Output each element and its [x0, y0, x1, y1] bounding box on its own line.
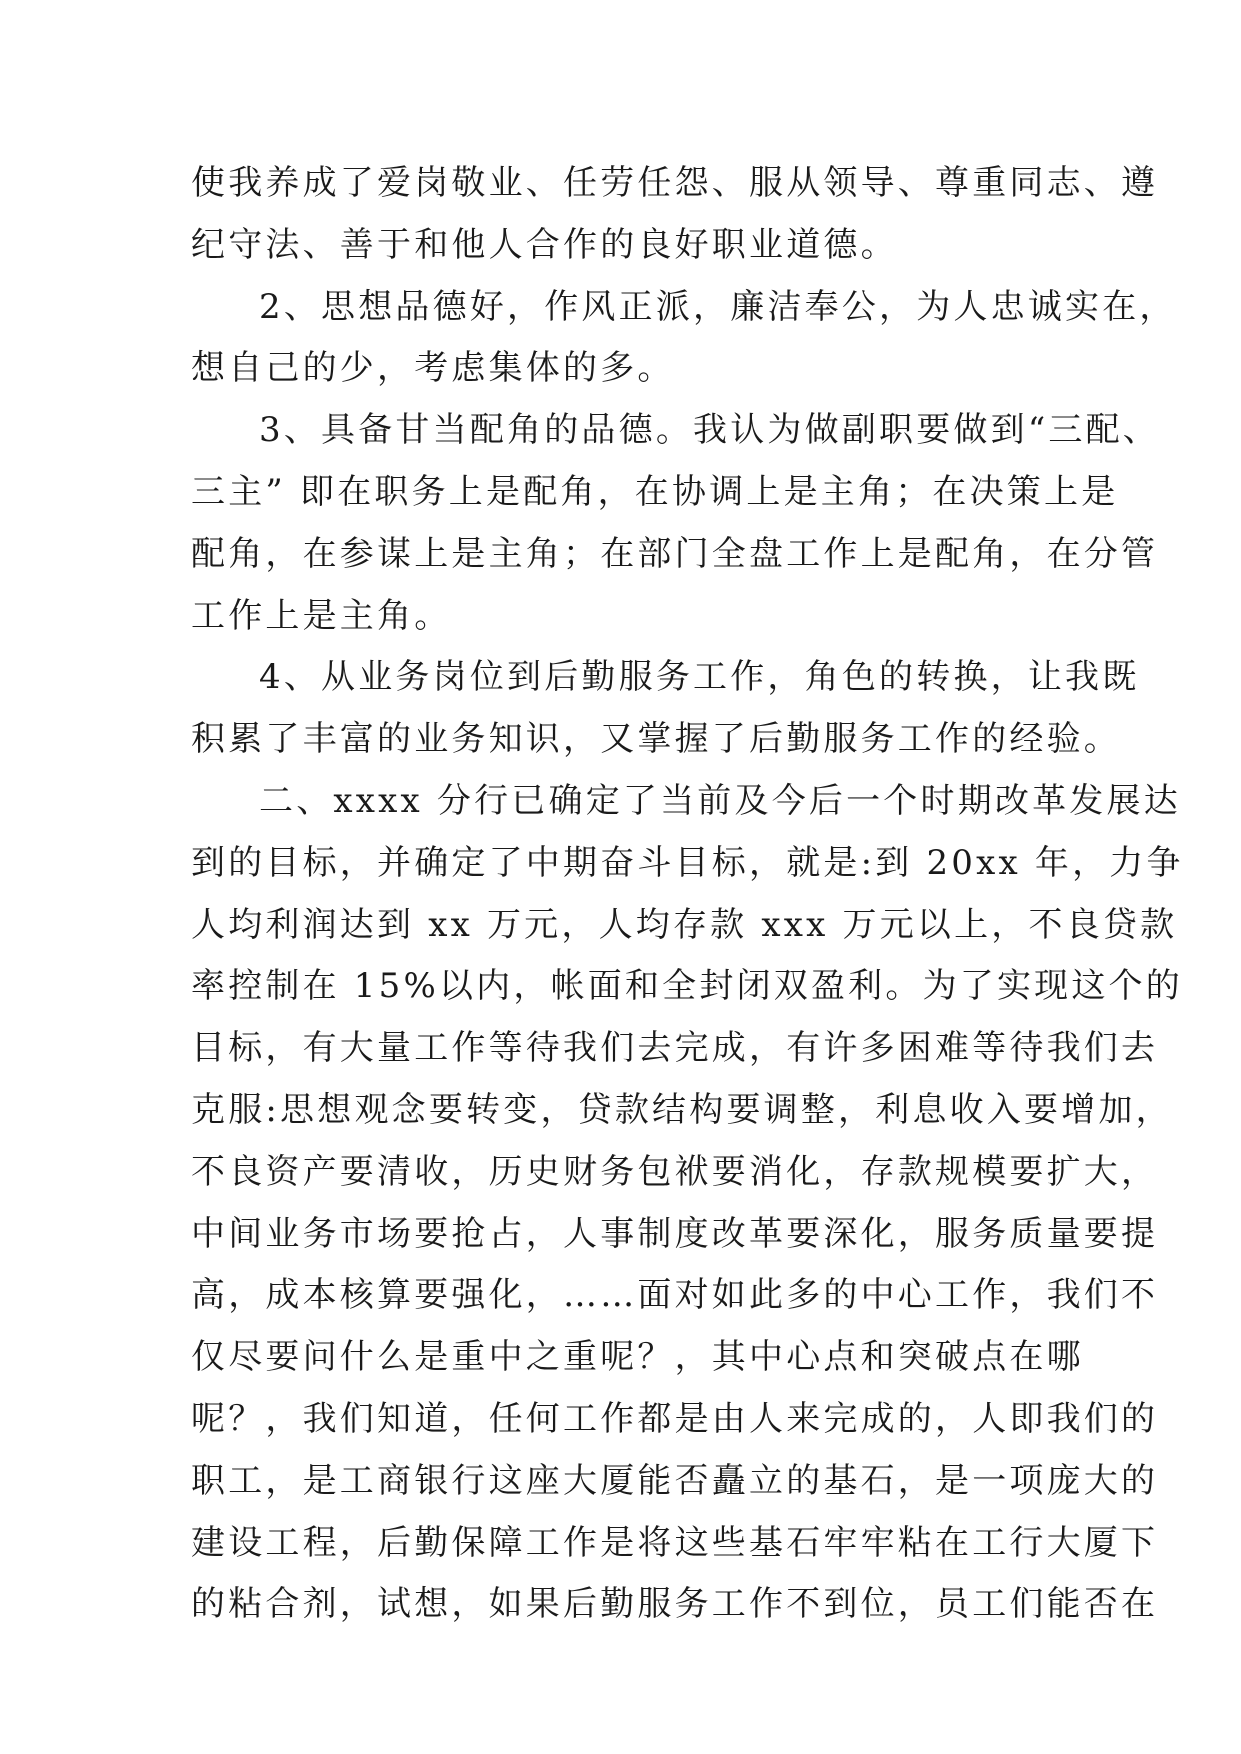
document-body	[191, 153, 1184, 1636]
text-line: 中间业务市场要抢占，人事制度改革要深化，服务质量要提	[191, 1213, 1159, 1254]
text-line: 克服:思想观念要转变，贷款结构要调整，利息收入要增加，	[191, 1089, 1173, 1130]
text-line: 积累了丰富的业务知识，又掌握了后勤服务工作的经验。	[191, 719, 1121, 760]
text-line: 不良资产要清收，历史财务包袱要消化，存款规模要扩大，	[191, 1151, 1159, 1192]
text-line: 工作上是主角。	[191, 595, 452, 636]
text-line: 配角，在参谋上是主角；在部门全盘工作上是配角，在分管	[191, 533, 1159, 574]
text-line: 人均利润达到 xx 万元，人均存款 xxx 万元以上，不良贷款	[191, 904, 1178, 945]
text-line: 使我养成了爱岗敬业、任劳任怨、服从领导、尊重同志、遵	[191, 163, 1159, 203]
text-line: 高，成本核算要强化，……面对如此多的中心工作，我们不	[191, 1275, 1159, 1316]
text-line: 率控制在 15%以内，帐面和全封闭双盈利。为了实现这个的	[191, 966, 1183, 1007]
text-line: 到的目标，并确定了中期奋斗目标，就是:到 20xx 年，力争	[191, 842, 1184, 883]
text-line: 呢？，我们知道，任何工作都是由人来完成的，人即我们的	[191, 1398, 1159, 1439]
text-line: 二、xxxx 分行已确定了当前及今后一个时期改革发展达	[259, 780, 1181, 821]
text-line: 想自己的少，考虑集体的多。	[191, 348, 675, 389]
text-line: 纪守法、善于和他人合作的良好职业道德。	[191, 224, 898, 265]
text-line: 4、从业务岗位到后勤服务工作，角色的转换，让我既	[259, 657, 1140, 698]
text-line: 仅尽要问什么是重中之重呢？，其中心点和突破点在哪	[191, 1337, 1084, 1378]
text-line: 三主” 即在职务上是配角，在协调上是主角；在决策上是	[191, 471, 1119, 512]
text-line: 目标，有大量工作等待我们去完成，有许多困难等待我们去	[191, 1028, 1159, 1069]
text-line: 2、思想品德好，作风正派，廉洁奉公，为人忠诚实在，	[259, 286, 1177, 327]
text-line: 3、具备甘当配角的品德。我认为做副职要做到“三配、	[259, 410, 1161, 451]
text-line: 建设工程，后勤保障工作是将这些基石牢牢粘在工行大厦下	[191, 1522, 1159, 1563]
text-line: 的粘合剂，试想，如果后勤服务工作不到位，员工们能否在	[191, 1584, 1159, 1625]
text-line: 职工，是工商银行这座大厦能否矗立的基石，是一项庞大的	[191, 1460, 1159, 1501]
